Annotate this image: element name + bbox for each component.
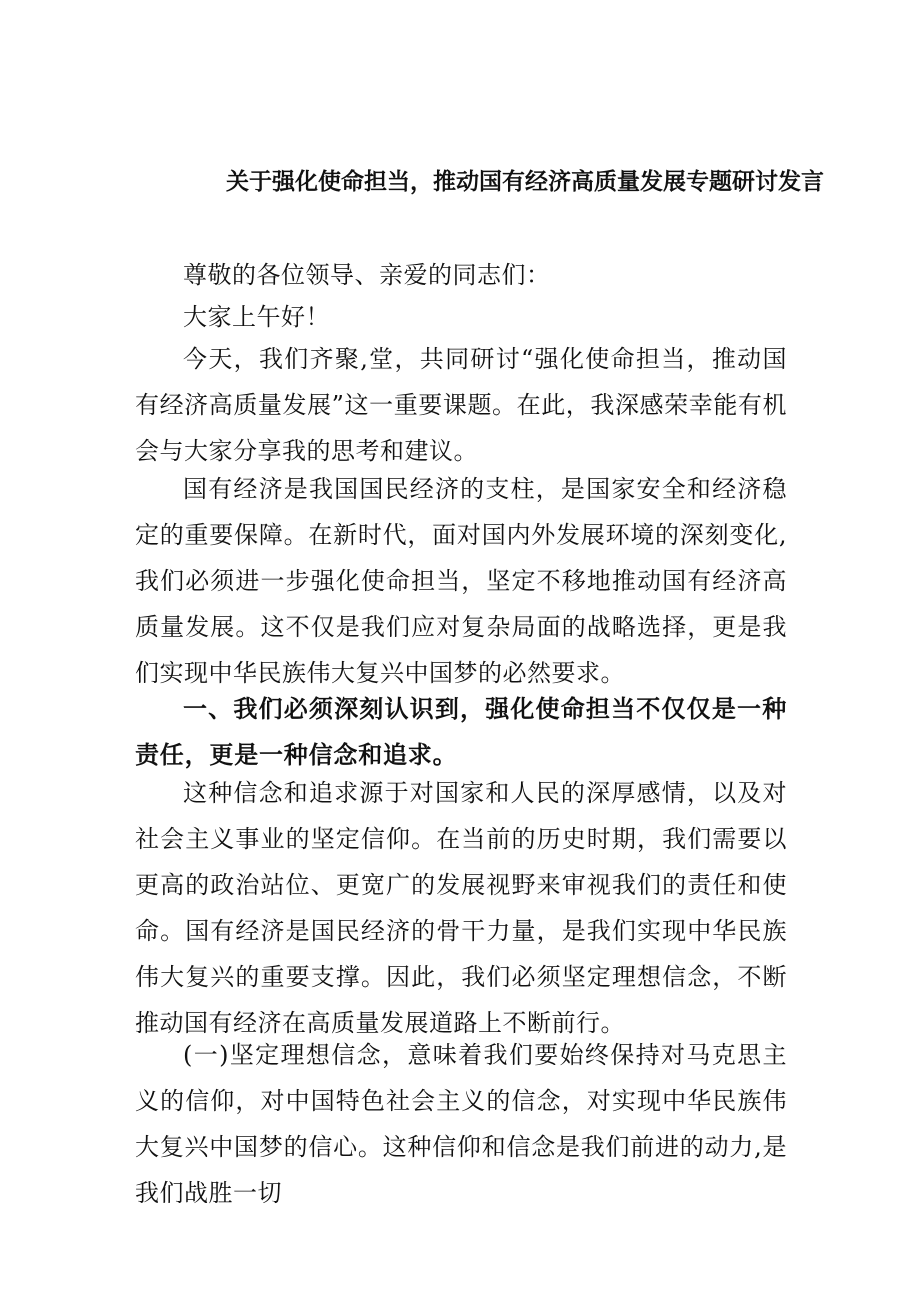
paragraph-intro: 今天，我们齐聚,堂，共同研讨“强化使命担当，推动国有经济高质量发展”这一重要课题。在此，我深感荣幸能有机会与大家分享我的思考和建议。 <box>135 345 787 465</box>
paragraph-section-1: 这种信念和追求源于对国家和人民的深厚感情，以及对社会主义事业的坚定信仰。在当前的历史时期，我们需要以更高的政治站位、更宽广的发展视野来审视我们的责任和使命。国有经济是国民经济的骨干力量，是我们实现中华民族伟大复兴的重要支撑。因此，我们必须坚定理想信念，不断推动国有经济在高质量发展道路上不断前行。 <box>135 779 787 1037</box>
paragraph-subsection-1: (一)坚定理想信念，意味着我们要始终保持对马克思主义的信仰，对中国特色社会主义的信念，对实现中华民族伟大复兴中国梦的信心。这种信仰和信念是我们前进的动力,是我们战胜一切 <box>135 1041 787 1207</box>
paragraph-background: 国有经济是我国国民经济的支柱，是国家安全和经济稳定的重要保障。在新时代，面对国内外发展环境的深刻变化,我们必须进一步强化使命担当，坚定不移地推动国有经济高质量发展。这不仅是我们应对复杂局面的战略选择，更是我们实现中华民族伟大复兴中国梦的必然要求。 <box>135 475 787 687</box>
section-heading-1: 一、我们必须深刻认识到，强化使命担当不仅仅是一种责任，更是一种信念和追求。 <box>135 695 787 769</box>
paragraph-salutation: 尊敬的各位领导、亲爱的同志们： <box>183 261 551 289</box>
paragraph-greeting: 大家上午好！ <box>183 303 330 331</box>
document-title: 关于强化使命担当，推动国有经济高质量发展专题研讨发言 <box>226 169 824 195</box>
